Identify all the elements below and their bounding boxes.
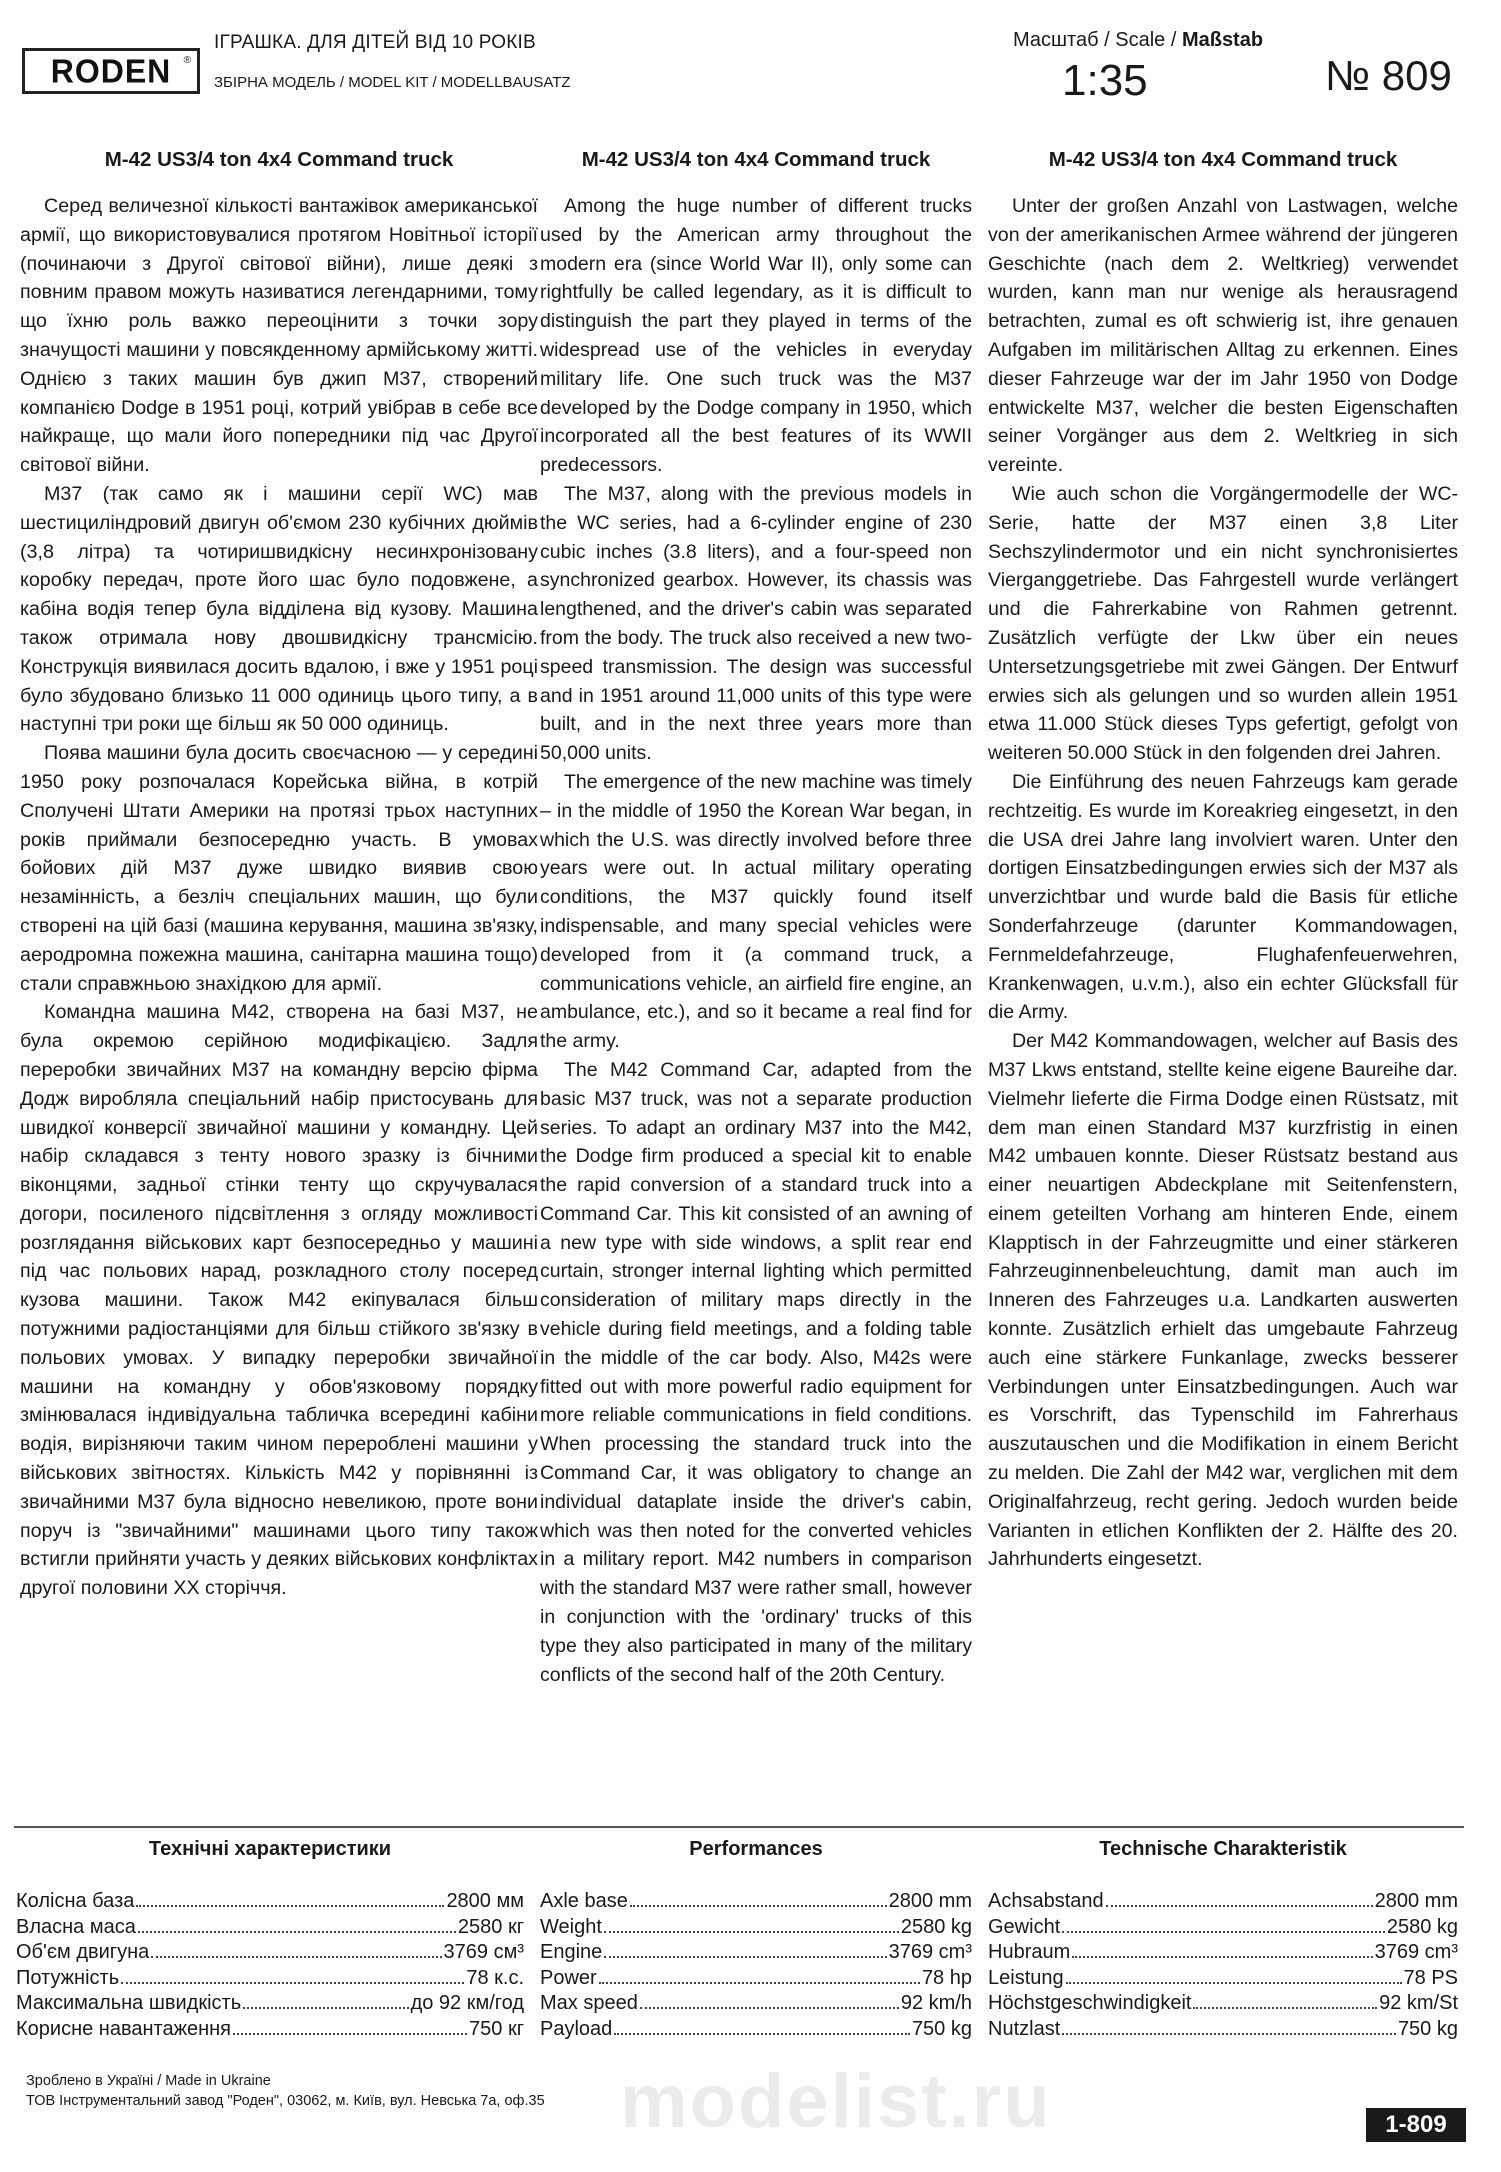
dot-leader: [614, 2033, 910, 2035]
spec-value: 78 hp: [921, 1966, 972, 1989]
spec-label: Власна маса: [16, 1915, 136, 1938]
spec-value: 2800 mm: [888, 1890, 972, 1912]
spec-value: 2580 kg: [1386, 1915, 1458, 1938]
ukrainian-paragraph: Поява машини була досить своєчасною — у середині 1950 року розпочалася Корейська війна, в котрій Сполучені Штати Америки на протязі трьох наступних років приймали безпосередню участь. В умовах бойових дій M37 дуже швидко виявив свою незамінність, а безліч спеціальних машин, що були створені на цій базі (машина керування, машина зв'язку, аеродромна пожежна машина, санітарна машина тощо) стали справжньою знахідкою для армії.: [20, 742, 538, 995]
english-paragraph: The M42 Command Car, adapted from the basic M37 truck, was not a separate production series. To adapt an ordinary M37 into the M42, the Dodge firm produced a special kit to enable the rapid conversion of a standard truck into a Command Car. This kit consisted of an awning of a new type with side windows, a split rear end curtain, stronger internal lighting which permitted consideration of military maps directly in the vehicle during field meetings, and a folding table in the middle of the car body. Also, M42s were fitted out with more powerful radio equipment for more reliable communications in field conditions. When processing the standard truck into the Command Car, it was obligatory to change an individual dataplate inside the driver's cabin, which was then noted for the converted vehicles in a military report. M42 numbers in comparison with the standard M37 were rather small, however in conjunction with the 'ordinary' trucks of this type they also participated in many of the military conflicts of the second half of the 20th Century.: [540, 1058, 972, 1686]
spec-row: [540, 2017, 972, 2043]
spec-label: Об'єм двигуна: [16, 1941, 150, 1963]
spec-label: Максимальна швидкість: [16, 1992, 242, 2014]
spec-value: 750 kg: [1397, 2017, 1458, 2040]
dot-leader: [136, 1905, 444, 1907]
dot-leader: [233, 2033, 467, 2035]
dot-leader: [599, 1982, 920, 1984]
ukrainian-specs: [16, 1838, 524, 2042]
spec-value: до 92 км/год: [410, 1992, 524, 2014]
dot-leader: [630, 1905, 887, 1907]
dot-leader: [243, 2007, 408, 2009]
spec-label: Hubraum: [988, 1941, 1071, 1963]
ukrainian-column: [20, 148, 538, 1603]
spec-row: [540, 1966, 972, 1992]
spec-value: 2800 мм: [446, 1890, 524, 1912]
spec-label: Axle base: [540, 1890, 628, 1912]
spec-label: Gewicht: [988, 1915, 1061, 1938]
spec-row: [16, 1940, 524, 1966]
ukrainian-specs-title: Технічні характеристики: [148, 1838, 392, 1860]
german-paragraph: Der M42 Kommandowagen, welcher auf Basis des M37 Lkws entstand, stellte keine eigene Baureihe dar. Vielmehr lieferte die Firma Dodge einen Rüstsatz, mit dem man einen Standard M37 kurzfristig in einen M42 umbauen konnte. Dieser Rüstsatz bestand aus einer neuartigen Abdeckplane mit Seitenfenstern, einem geteilten Vorhang am hinteren Ende, einem Klapptisch in der Fahrzeugmitte und einer stärkeren Fahrzeuginnenbeleuchtung, damit man auch im Inneren des Fahrzeuges u.a. Landkarten auswerten konnte. Zusätzlich erhielt das umgebaute Fahrzeug auch eine stärkere Funkanlage, zwecks besserer Verbindungen unter Einsatzbedingungen. Auch war es Vorschrift, das Typenschild im Fahrerhaus auszutauschen und die Modifikation in einem Bericht zu melden. Die Zahl der M42 war, verglichen mit dem Originalfahrzeug, recht gering. Jedoch wurden beide Varianten in etlichen Konflikten der 2. Hälfte des 20. Jahrhunderts eingesetzt.: [988, 1030, 1458, 1571]
spec-row: [540, 1889, 972, 1915]
spec-value: 2580 кг: [457, 1915, 524, 1938]
dot-leader: [121, 1982, 464, 1984]
spec-row: [540, 1991, 972, 2017]
english-specs-title: Performances: [689, 1838, 823, 1860]
spec-value: 2800 mm: [1374, 1890, 1458, 1912]
dot-leader: [138, 1931, 456, 1933]
page-header: [0, 0, 1501, 120]
section-divider: [14, 1826, 1464, 1828]
dot-leader: [640, 2007, 899, 2009]
spec-label: Корисне навантаження: [16, 2017, 232, 2040]
spec-label: Колісна база: [16, 1890, 135, 1912]
scale-value: 1:35: [1062, 56, 1148, 105]
spec-label: Max speed: [540, 1992, 638, 2014]
german-paragraph: Wie auch schon die Vorgängermodelle der WC-Serie, hatte der M37 einen 3,8 Liter Sechszylindermotor und ein nicht synchronisiertes Vierganggetriebe. Das Fahrgestell wurde verlängert und die Fahrerkabine von Rahmen getrennt. Zusätzlich verfügte der Lkw über ein neues Untersetzungsgetriebe mit zwei Gängen. Der Entwurf erwies sich als gelungen und so wurden allein 1951 etwa 11.000 Stück dieses Typs gefertigt, gefolgt von weiteren 50.000 Stück in den folgenden drei Jahren.: [988, 482, 1458, 765]
spec-label: Engine: [540, 1941, 603, 1963]
spec-value: 92 km/h: [900, 1992, 972, 2014]
spec-value: 750 кг: [469, 2017, 524, 2040]
scale-label-regular: Масштаб / Scale /: [1013, 29, 1182, 51]
spec-row: [16, 1889, 524, 1915]
spec-row: [988, 1940, 1458, 1966]
dot-leader: [1072, 1956, 1372, 1958]
spec-label: Потужність: [16, 1966, 120, 1989]
german-title: M-42 US3/4 ton 4x4 Command truck: [1048, 148, 1398, 171]
spec-row: [16, 1966, 524, 1992]
scale-label-bold: Maßstab: [1181, 29, 1264, 51]
dot-leader: [151, 1956, 441, 1958]
ukrainian-title: M-42 US3/4 ton 4x4 Command truck: [104, 148, 454, 171]
scale-label: [1013, 29, 1263, 52]
spec-row: [540, 1940, 972, 1966]
spec-label: Payload: [540, 2017, 613, 2040]
dot-leader: [1106, 1905, 1373, 1907]
spec-value: 3769 cm³: [1374, 1941, 1458, 1963]
spec-row: [988, 2017, 1458, 2043]
logo-text: RODEN: [50, 51, 172, 90]
address-line: ТОВ Інструментальний завод "Роден", 03062, м. Київ, вул. Невська 7а, оф.35: [26, 2093, 545, 2109]
age-warning: ІГРАШКА. ДЛЯ ДІТЕЙ ВІД 10 РОКІВ: [214, 32, 536, 53]
spec-value: 3769 cm³: [888, 1941, 972, 1963]
german-specs: [988, 1838, 1458, 2042]
german-column: [988, 148, 1458, 1574]
ukrainian-paragraph: Командна машина M42, створена на базі M37, не була окремою серійною модифікацією. Задля переробки звичайних M37 на командну версію фірма Додж виробляла спеціальний набір пристосувань для швидкої конверсії звичайної машини у командну. Цей набір складався з тенту нового зразку із бічними віконцями, задньої стінки тенту що скручувалася догори, посиленого підсвітлення з огляду можливості розглядання військових карт безпосередньо у машині під час польових нарад, розкладного столу посеред кузова машини. Також M42 екіпувалася більш потужними радіостанціями для більш стійкого зв'язку в польових умовах. У випадку переробки звичайної машини на командну у обов'язковому порядку змінювалася індивідуальна табличка всередині кабіни водія, вирізняючи таким чином перероблені машини у військових звітностях. Кількість M42 у порівнянні із звичайними M37 була відносно невеликою, проте вони поруч із "звичайними" машинами цього типу також встигли прийняти участь у деяких військових конфліктах другої половини XX сторіччя.: [20, 1001, 538, 1600]
watermark: modelist.ru: [620, 2059, 1052, 2144]
german-paragraph: Die Einführung des neuen Fahrzeugs kam gerade rechtzeitig. Es wurde im Koreakrieg eingesetzt, in den die USA drei Jahre lang involviert waren. Unter den dortigen Einsatzbedingungen erwies sich der M37 als unverzichtbar und wurde bald die Basis für etliche Sonderfahrzeuge (darunter Kommandowagen, Fernmeldefahrzeuge, Flughafenfeuerwehren, Krankenwagen, u.v.m.), also ein echter Glücksfall für die Army.: [988, 770, 1458, 1024]
english-paragraph: Among the huge number of different trucks used by the American army throughout the modern era (since World War II), only some can rightfully be called legendary, as it is difficult to distinguish the part they played in terms of the widespread use of the vehicles in everyday military life. One such truck was the M37 developed by the Dodge company in 1950, which incorporated all the best features of its WWII predecessors.: [540, 195, 972, 477]
dot-leader: [604, 1931, 899, 1933]
kit-number: № 809: [1325, 52, 1452, 99]
spec-row: [540, 1915, 972, 1941]
spec-label: Leistung: [988, 1966, 1064, 1989]
made-in-line: Зроблено в Україні / Made in Ukraine: [26, 2073, 271, 2089]
trademark-symbol: ®: [183, 55, 191, 66]
spec-label: Power: [540, 1966, 597, 1989]
english-paragraph: The emergence of the new machine was timely – in the middle of 1950 the Korean War began, in which the U.S. was directly involved before three years were out. In actual military operating conditions, the M37 quickly found itself indispensable, and many special vehicles were developed from it (a command truck, a communications vehicle, an airfield fire engine, an ambulance, etc.), and so it became a real find for the army.: [540, 770, 972, 1053]
english-paragraph: The M37, along with the previous models in the WC series, had a 6-cylinder engine of 230 cubic inches (3.8 liters), and a four-speed non synchronized gearbox. However, its chassis was lengthened, and the driver's cabin was separated from the body. The truck also received a new two-speed transmission. The design was successful and in 1951 around 11,000 units of this type were built, and in the next three years more than 50,000 units.: [540, 482, 972, 765]
spec-value: 750 kg: [911, 2017, 972, 2040]
dot-leader: [1062, 1931, 1385, 1933]
spec-value: 78 PS: [1403, 1966, 1458, 1989]
kit-type-line: ЗБІРНА МОДЕЛЬ / MODEL KIT / MODELLBAUSATZ: [214, 74, 571, 91]
dot-leader: [1062, 2033, 1396, 2035]
german-paragraph: Unter der großen Anzahl von Lastwagen, welche von der amerikanischen Armee während der jüngeren Geschichte (nach dem 2. Weltkrieg) verwendet wurden, kann man nur wenige als herausragend betrachten, zumal es oft schwierig ist, ihre genauen Aufgaben im militärischen Alltag zu erkennen. Eines dieser Fahrzeuge war der im Jahr 1950 von Dodge entwickelte M37, welcher die besten Eigenschaften seiner Vorgänger aus dem 2. Weltkrieg in sich vereinte.: [988, 195, 1458, 477]
spec-value: 78 к.с.: [466, 1966, 524, 1989]
english-column: [540, 148, 972, 1689]
dot-leader: [604, 1956, 886, 1958]
spec-row: [988, 1991, 1458, 2017]
roden-logo: [22, 48, 200, 94]
dot-leader: [1193, 2007, 1377, 2009]
spec-value: 3769 см³: [443, 1941, 524, 1963]
spec-row: [988, 1889, 1458, 1915]
page-code-badge: 1-809: [1366, 2108, 1466, 2142]
spec-value: 2580 kg: [900, 1915, 972, 1938]
ukrainian-paragraph: M37 (так само як і машини серії WC) мав шестициліндровий двигун об'ємом 230 кубічних дюймів (3,8 літра) та чотиришвидкісну несинхронізовану коробку передач, проте його шас було подовжене, а кабіна водія тепер була відділена від кузову. Машина також отримала нову двошвидкісну трансмісію. Конструкція виявилася досить вдалою, і вже у 1951 році було збудовано близько 11 000 одиниць цього типу, а в наступні три роки ще більш як 50 000 одиниць.: [20, 482, 538, 736]
dot-leader: [1066, 1982, 1402, 1984]
spec-label: Nutzlast: [988, 2017, 1061, 2040]
spec-row: [988, 1915, 1458, 1941]
spec-row: [16, 1991, 524, 2017]
english-title: M-42 US3/4 ton 4x4 Command truck: [581, 148, 931, 171]
spec-row: [16, 1915, 524, 1941]
english-specs: [540, 1838, 972, 2042]
spec-value: 92 km/St: [1379, 1992, 1458, 2014]
spec-label: Weight: [540, 1915, 602, 1938]
spec-row: [16, 2017, 524, 2043]
german-specs-title: Technische Charakteristik: [1099, 1838, 1347, 1860]
spec-row: [988, 1966, 1458, 1992]
spec-label: Achsabstand: [988, 1890, 1104, 1912]
spec-label: Höchstgeschwindigkeit: [988, 1992, 1192, 2014]
ukrainian-paragraph: Серед величезної кількості вантажівок американської армії, що використовувалися протягом Новітньої історії (починаючи з Другої світової війни), лише деякі з повним правом можуть називатися легендарними, тому що їхню роль важко переоцінити з точки зору значущості машини у повсякденному армійському житті. Однією з таких машин був джип M37, створений компанією Dodge в 1951 році, котрий увібрав в себе все найкраще, що мали його попередники під час Другої світової війни.: [20, 195, 538, 477]
